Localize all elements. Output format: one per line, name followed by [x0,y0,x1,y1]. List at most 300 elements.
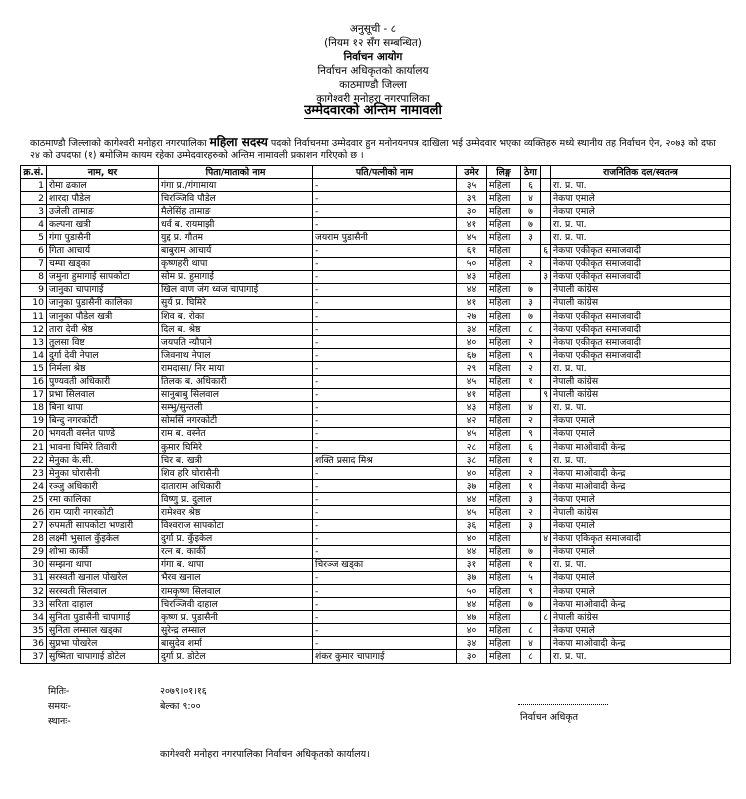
cell-spouse: - [313,637,457,650]
intro-paragraph [30,136,720,162]
cell-name: निर्मला श्रेष्ठ [47,362,159,375]
cell-num [541,454,551,467]
cell-parent: दुर्गा प्र. कुँइकेल [159,532,313,545]
cell-sn: 10 [21,296,47,309]
cell-sn: 19 [21,414,47,427]
cell-party: नेकपा एमाले [551,624,731,637]
cell-sn: 29 [21,545,47,558]
cell-party: नेकपा एमाले [551,192,731,205]
cell-sn: 28 [21,532,47,545]
cell-num: ३ [541,270,551,283]
cell-name: चम्पा खड्का [47,257,159,270]
cell-gender: महिला [487,336,521,349]
cell-spouse: - [313,283,457,296]
cell-ward: ३ [521,519,541,532]
table-row [21,283,731,296]
cell-gender: महिला [487,257,521,270]
table-row [21,427,731,440]
cell-age: ४० [457,532,487,545]
table-row [21,388,731,401]
cell-spouse: - [313,414,457,427]
table-row [21,192,731,205]
table-row [21,585,731,598]
col-header-sn: क्र.सं. [21,166,47,179]
cell-num [541,296,551,309]
cell-spouse: - [313,362,457,375]
cell-sn: 8 [21,270,47,283]
cell-age: ६७ [457,349,487,362]
cell-party: नेकपा एकीकृत समाजवादी [551,310,731,323]
cell-ward: ७ [521,598,541,611]
municipality-name: कागेश्वरी मनोहरा नगरपालिका [316,93,430,105]
cell-sn: 16 [21,375,47,388]
cell-age: ४१ [457,388,487,401]
cell-gender: महिला [487,388,521,401]
cell-name: सुप्रभा पोखरेल [47,637,159,650]
cell-sn: 37 [21,650,47,663]
table-row [21,506,731,519]
cell-ward: ९ [521,427,541,440]
cell-gender: महिला [487,571,521,584]
cell-gender: महिला [487,440,521,453]
table-row [21,440,731,453]
col-header-parent: पिता/माताको नाम [159,166,313,179]
cell-name: जानुका पौडेल खत्री [47,310,159,323]
cell-spouse: - [313,401,457,414]
cell-gender: महिला [487,270,521,283]
cell-spouse: - [313,427,457,440]
cell-num [541,545,551,558]
cell-ward: ७ [521,205,541,218]
cell-age: ३४ [457,637,487,650]
cell-name: बिन्दु नगरकोटी [47,414,159,427]
cell-ward [521,388,541,401]
cell-parent: जिवनाथ नेपाल [159,349,313,362]
cell-party: नेकपा एकीकृत समाजवादी [551,244,731,257]
table-row [21,323,731,336]
cell-gender: महिला [487,467,521,480]
table-row [21,650,731,663]
cell-spouse: - [313,611,457,624]
cell-party: नेकपा एमाले [551,545,731,558]
col-header-age: उमेर [457,166,487,179]
cell-name: शारदा पौडेल [47,192,159,205]
cell-party: नेकपा माओवादी केन्द्र [551,637,731,650]
cell-spouse: - [313,179,457,192]
table-row [21,571,731,584]
cell-age: २७ [457,310,487,323]
cell-gender: महिला [487,585,521,598]
cell-ward: ६ [521,440,541,453]
cell-spouse: - [313,571,457,584]
cell-age: ५० [457,257,487,270]
cell-num [541,218,551,231]
cell-ward: २ [521,506,541,519]
cell-spouse: - [313,532,457,545]
table-row [21,624,731,637]
cell-ward: १ [521,558,541,571]
cell-spouse: शंकर कुमार चापागाई [313,650,457,663]
cell-party: नेपाली कांग्रेस [551,283,731,296]
cell-ward: १ [521,480,541,493]
intro-after: पदको निर्वाचनमा उम्मेदवार हुन मनोनयनपत्र दाखिला भई उम्मेदवार भएका व्यक्तिहरु मध्ये स्थानीय तह निर्वाचन ऐन, २०७३ को दफा २४ को उपदफा (१) बमोजिम कायम रहेका उम्मेदवारहरुको अन्तिम नामावली प्रकाशन गरिएको छ । [30,138,716,161]
cell-parent: चिर ब. खत्री [159,454,313,467]
cell-gender: महिला [487,414,521,427]
cell-parent: सोमसिं नगरकोटी [159,414,313,427]
cell-gender: महिला [487,296,521,309]
cell-ward: २ [521,336,541,349]
table-header-row [21,166,731,179]
cell-age: ४४ [457,545,487,558]
cell-gender: महिला [487,611,521,624]
cell-name: सुष्मिता चापागाई डोटेल [47,650,159,663]
cell-spouse: - [313,270,457,283]
cell-party: नेकपा एमाले [551,519,731,532]
cell-parent: कृष्णहरी थापा [159,257,313,270]
cell-gender: महिला [487,519,521,532]
cell-sn: 3 [21,205,47,218]
cell-ward: ८ [521,323,541,336]
cell-age: ५० [457,585,487,598]
cell-spouse: - [313,336,457,349]
cell-num [541,310,551,323]
cell-age: ३७ [457,480,487,493]
cell-age: ४५ [457,506,487,519]
cell-age: ४१ [457,296,487,309]
cell-gender: महिला [487,598,521,611]
cell-party: रा. प्र. पा. [551,231,731,244]
col-header-blank [541,166,551,179]
cell-num: ४ [541,532,551,545]
cell-name: मेनुका घोरासैनी [47,467,159,480]
cell-party: नेपाली कांग्रेस [551,611,731,624]
cell-spouse: - [313,244,457,257]
cell-ward: ५ [521,571,541,584]
cell-num [541,624,551,637]
cell-name: जानुका पुडासैनी कालिका [47,296,159,309]
cell-name: जानुका चापागाई [47,283,159,296]
cell-parent: दाताराम अधिकारी [159,480,313,493]
table-row [21,179,731,192]
cell-spouse: - [313,375,457,388]
cell-parent: गंगा ब. थापा [159,558,313,571]
cell-ward: ३ [521,231,541,244]
col-header-ward: ठेगा [521,166,541,179]
cell-age: ३१ [457,558,487,571]
cell-num [541,205,551,218]
cell-sn: 18 [21,401,47,414]
cell-name: तारा देवी श्रेष्ठ [47,323,159,336]
cell-age: ४० [457,336,487,349]
cell-spouse: - [313,467,457,480]
cell-age: ४४ [457,283,487,296]
cell-gender: महिला [487,454,521,467]
cell-party: नेकपा माओवादी केन्द्र [551,440,731,453]
cell-spouse: - [313,598,457,611]
table-row [21,310,731,323]
cell-parent: दुर्गा प्र. डोटेल [159,650,313,663]
table-row [21,231,731,244]
cell-parent: जयपति न्यौपाने [159,336,313,349]
schedule-label: अनुसूची - ८ [349,23,397,35]
cell-gender: महिला [487,231,521,244]
cell-num: ६ [541,244,551,257]
cell-gender: महिला [487,493,521,506]
table-row [21,336,731,349]
cell-spouse: - [313,296,457,309]
cell-ward: १ [521,375,541,388]
cell-name: सम्झना थापा [47,558,159,571]
office-footer-line: कागेश्वरी मनोहरा नगरपालिका निर्वाचन अधिकृतको कार्यालय। [160,749,370,760]
cell-gender: महिला [487,401,521,414]
cell-parent: मैलेसिंह तामाङ [159,205,313,218]
cell-age: ३४ [457,323,487,336]
cell-party: नेकपा एकीकृत समाजवादी [551,257,731,270]
cell-name: दुर्गा देवी नेपाल [47,349,159,362]
cell-sn: 36 [21,637,47,650]
cell-sn: 9 [21,283,47,296]
cell-spouse: शक्ति प्रसाद मिश्र [313,454,457,467]
cell-party: नेकपा एकीकृत समाजवादी [551,323,731,336]
cell-gender: महिला [487,283,521,296]
cell-sn: 32 [21,585,47,598]
table-row [21,349,731,362]
table-row [21,545,731,558]
table-row [21,519,731,532]
cell-age: ३८ [457,454,487,467]
cell-ward: ८ [521,650,541,663]
cell-age: ४५ [457,375,487,388]
cell-parent: सोम प्र. हुमागाई [159,270,313,283]
cell-party: रा. प्र. पा. [551,401,731,414]
cell-num [541,585,551,598]
cell-parent: राम ब. वस्नेत [159,427,313,440]
cell-age: ४४ [457,493,487,506]
cell-name: भावना घिमिरे तिवारी [47,440,159,453]
cell-ward: ८ [521,624,541,637]
cell-sn: 20 [21,427,47,440]
cell-name: सरस्वती खनाल पोखरेल [47,571,159,584]
cell-name: सरिता दाहाल [47,598,159,611]
cell-spouse: चिरञ्ज खड्का [313,558,457,571]
table-row [21,257,731,270]
cell-party: नेकपा एमाले [551,585,731,598]
cell-name: प्रभा सिलवाल [47,388,159,401]
cell-ward: ७ [521,283,541,296]
signature-line [518,704,608,705]
cell-name: गंगा पुडासैनी [47,231,159,244]
col-header-party: राजनितिक दल/स्वतन्त्र [551,166,731,179]
cell-party: रा. प्र. पा. [551,179,731,192]
cell-sn: 4 [21,218,47,231]
cell-gender: महिला [487,375,521,388]
cell-parent: शिव ब. रोका [159,310,313,323]
cell-sn: 15 [21,362,47,375]
cell-age: ३० [457,650,487,663]
cell-name: भगवती वस्नेत पाण्डे [47,427,159,440]
cell-parent: सुरेन्द्र लम्साल [159,624,313,637]
cell-spouse: - [313,624,457,637]
cell-party: नेकपा एकीकृत समाजवादी [551,270,731,283]
cell-num [541,401,551,414]
cell-sn: 24 [21,480,47,493]
cell-age: ३० [457,205,487,218]
cell-age: २९ [457,362,487,375]
cell-name: उजेली तामाङ [47,205,159,218]
cell-name: रुपमती सापकोटा भण्डारी [47,519,159,532]
cell-num [541,231,551,244]
table-row [21,375,731,388]
cell-sn: 14 [21,349,47,362]
cell-age: ४० [457,624,487,637]
cell-name: बिना थापा [47,401,159,414]
cell-sn: 27 [21,519,47,532]
document-title [0,100,746,118]
cell-name: कल्पना खत्री [47,218,159,231]
document-title-text: उम्मेदवारको अन्तिम नामावली [304,103,442,118]
cell-ward: १ [521,454,541,467]
cell-party: रा. प्र. पा. [551,454,731,467]
cell-gender: महिला [487,650,521,663]
cell-num: ९ [541,388,551,401]
cell-gender: महिला [487,506,521,519]
cell-ward: २ [521,257,541,270]
cell-name: रञ्जु अधिकारी [47,480,159,493]
cell-age: ४४ [457,598,487,611]
cell-sn: 21 [21,440,47,453]
district-name: काठमाण्डौ जिल्ला [339,79,407,91]
time-value: बेल्का ९:०० [160,701,201,712]
cell-party: नेकपा माओवादी केन्द्र [551,467,731,480]
cell-parent: कुमार घिमिरे [159,440,313,453]
commission-name: निर्वाचन आयोग [343,51,403,63]
cell-sn: 1 [21,179,47,192]
cell-age: ४१ [457,218,487,231]
cell-sn: 22 [21,454,47,467]
cell-party: नेकपा एमाले [551,493,731,506]
cell-gender: महिला [487,480,521,493]
table-row [21,244,731,257]
cell-ward: ४ [521,637,541,650]
place-label: स्थानः- [48,716,71,727]
cell-party: नेकपा एमाले [551,205,731,218]
table-row [21,270,731,283]
date-label: मितिः- [48,686,70,697]
cell-name: सरस्वती सिलवाल [47,585,159,598]
col-header-name: नाम, थर [47,166,159,179]
cell-ward: ४ [521,401,541,414]
cell-num [541,257,551,270]
cell-num [541,179,551,192]
cell-num [541,506,551,519]
cell-spouse: - [313,388,457,401]
cell-parent: सुर्य प्र. घिमिरे [159,296,313,309]
cell-gender: महिला [487,624,521,637]
cell-parent: रत्न ब. कार्की [159,545,313,558]
table-row [21,493,731,506]
cell-gender: महिला [487,637,521,650]
cell-num [541,283,551,296]
cell-gender: महिला [487,205,521,218]
cell-parent: चिरञ्जिवि पौडेल [159,192,313,205]
cell-party: नेकपा माओवादी केन्द्र [551,598,731,611]
intro-before: काठमाण्डौ जिल्लाको कागेश्वरी मनोहरा नगरपालिका [30,138,210,149]
cell-sn: 34 [21,611,47,624]
table-row [21,467,731,480]
cell-spouse: - [313,310,457,323]
cell-parent: रामेश्वर श्रेष्ठ [159,506,313,519]
cell-sn: 35 [21,624,47,637]
cell-ward [521,244,541,257]
cell-name: तुलसा विष्ट [47,336,159,349]
cell-party: नेपाली कांग्रेस [551,296,731,309]
cell-parent: तिलक ब. अधिकारी [159,375,313,388]
cell-party: नेकपा एकीकृत समाजवादी [551,349,731,362]
cell-ward: ७ [521,545,541,558]
cell-ward: ३ [521,296,541,309]
cell-gender: महिला [487,349,521,362]
cell-spouse: - [313,480,457,493]
cell-parent: गंगा प्र./गंगामाया [159,179,313,192]
cell-num [541,427,551,440]
cell-ward: ३ [521,493,541,506]
cell-name: राम प्यारी नगरकोटी [47,506,159,519]
cell-age: ४२ [457,414,487,427]
cell-party: नेपाली कांग्रेस [551,506,731,519]
time-label: समयः- [48,701,71,712]
cell-sn: 12 [21,323,47,336]
cell-party: रा. प्र. पा. [551,650,731,663]
cell-gender: महिला [487,310,521,323]
cell-sn: 2 [21,192,47,205]
cell-spouse: - [313,323,457,336]
table-row [21,296,731,309]
cell-ward: ६ [521,179,541,192]
cell-num [541,375,551,388]
table-row [21,218,731,231]
cell-spouse: - [313,545,457,558]
cell-parent: विष्णु प्र. दुलाल [159,493,313,506]
cell-parent: कृष्ण प्र. पुडासैनी [159,611,313,624]
cell-ward: ९ [521,585,541,598]
cell-num [541,467,551,480]
cell-sn: 7 [21,257,47,270]
cell-spouse: - [313,506,457,519]
cell-parent: रामकृष्ण सिलवाल [159,585,313,598]
cell-ward [521,270,541,283]
cell-age: ३५ [457,179,487,192]
rule-reference: (नियम १२ सँग सम्बन्धित) [324,37,422,49]
cell-party: रा. प्र. पा. [551,558,731,571]
cell-party: नेपाली कांग्रेस [551,388,731,401]
date-value: २०७९।०१।१६ [160,686,207,697]
office-name: निर्वाचन अधिकृतको कार्यालय [317,65,429,77]
cell-sn: 31 [21,571,47,584]
cell-sn: 30 [21,558,47,571]
cell-party: रा. प्र. पा. [551,218,731,231]
cell-num [541,323,551,336]
cell-sn: 13 [21,336,47,349]
cell-gender: महिला [487,192,521,205]
cell-parent: रामदासा/ निर माया [159,362,313,375]
table-row [21,532,731,545]
cell-spouse: - [313,257,457,270]
cell-gender: महिला [487,558,521,571]
cell-gender: महिला [487,244,521,257]
cell-spouse: - [313,205,457,218]
cell-num [541,414,551,427]
cell-parent: बाबुराम आचार्य [159,244,313,257]
